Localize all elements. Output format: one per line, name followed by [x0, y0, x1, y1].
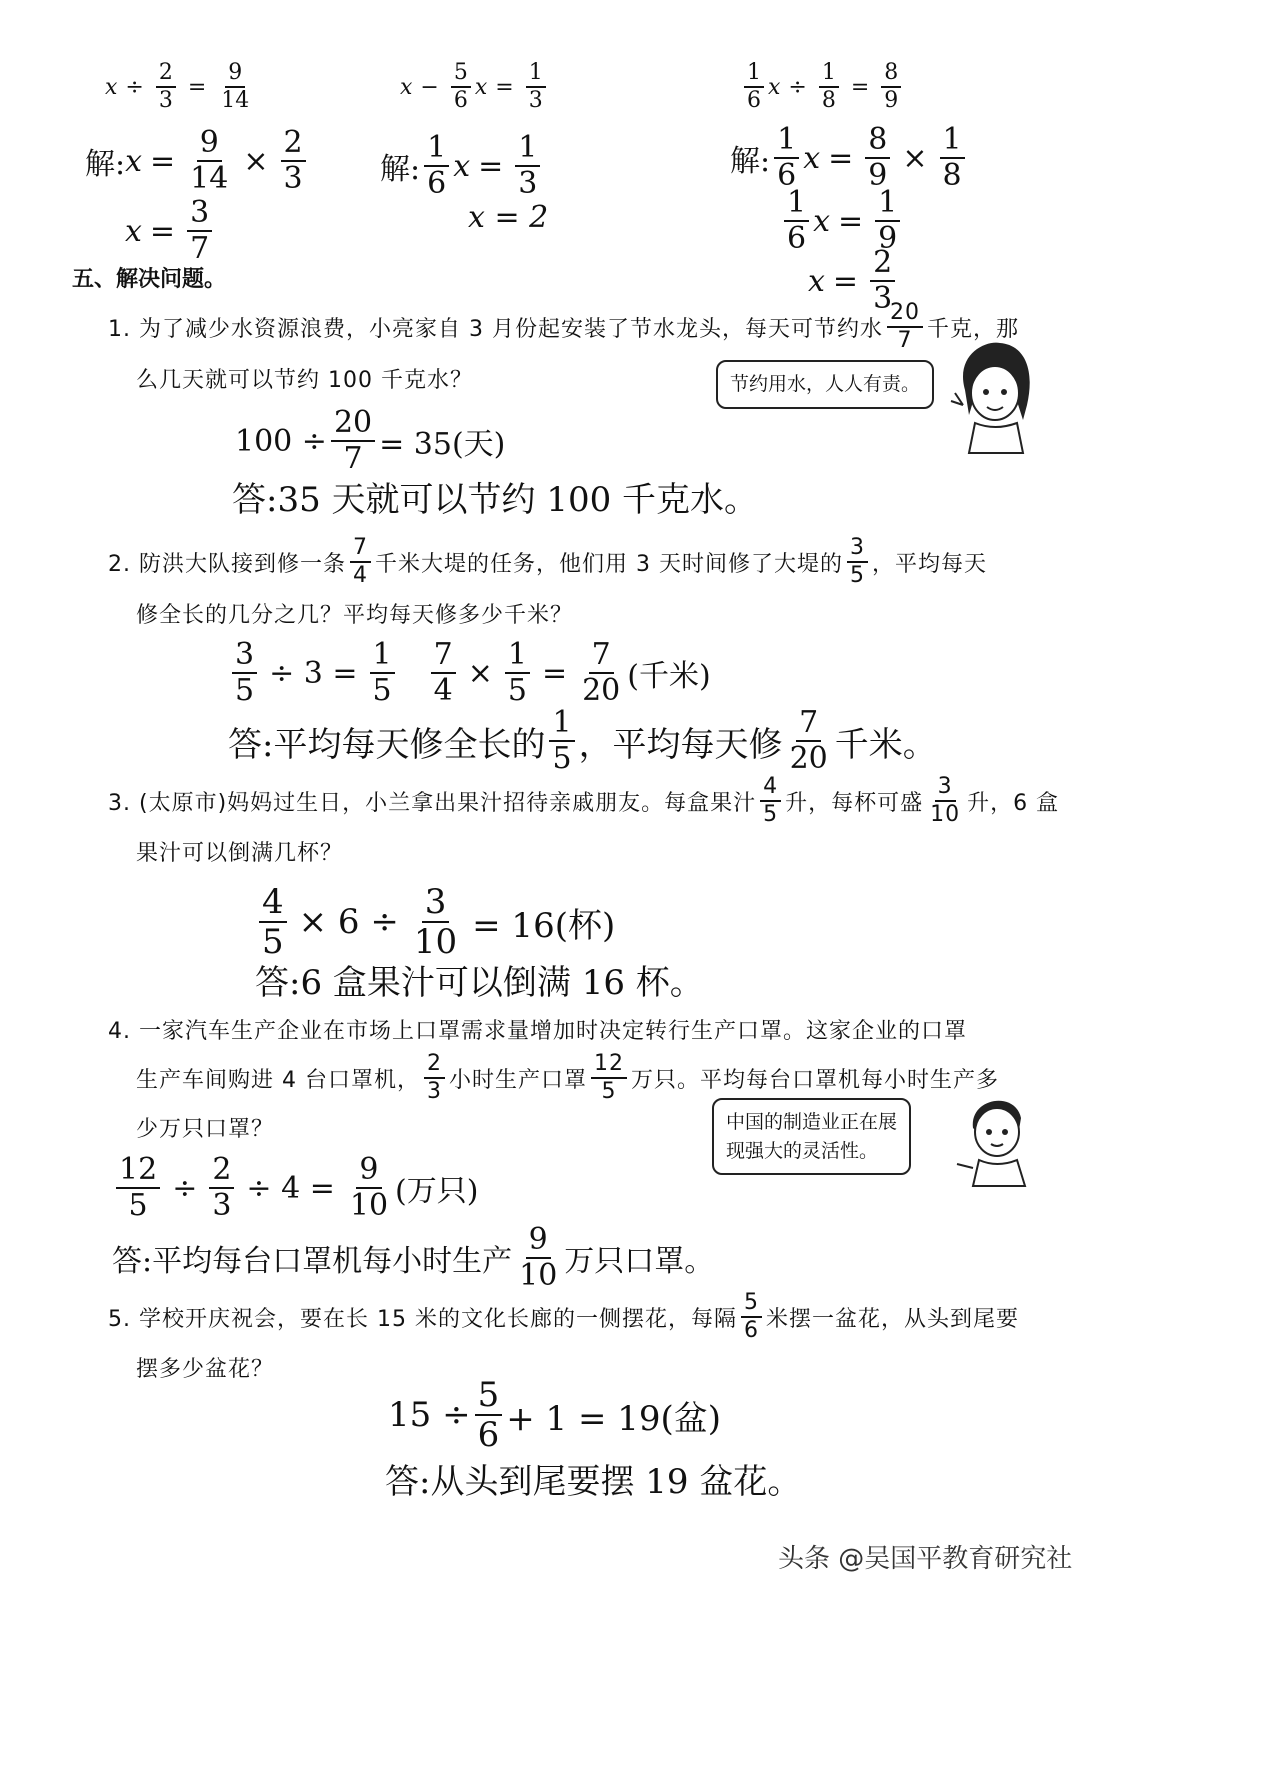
equation-1	[105, 62, 256, 112]
operator: =	[495, 74, 514, 100]
problem-1-answer: 答:35 天就可以节约 100 千克水。	[232, 480, 759, 520]
fraction: $\frac{12}{5}$	[116, 1155, 160, 1221]
calc-text: 15 ÷	[388, 1395, 471, 1435]
fraction: $\frac{20}{7}$	[331, 408, 375, 474]
fraction: $\frac{2}{3}$	[870, 248, 895, 314]
unit: (千米)	[627, 659, 711, 694]
fraction: $\frac{1}{9}$	[875, 188, 900, 254]
equation-2-step-1	[380, 130, 544, 201]
girl-illustration	[945, 335, 1040, 455]
fraction: $\frac{7}{4}$	[350, 537, 371, 587]
section-title: 五、解决问题。	[72, 267, 227, 292]
problem-4-question-line-2	[136, 1053, 999, 1103]
fraction: $\frac{1}{3}$	[515, 133, 540, 199]
equation-3	[740, 62, 905, 112]
operator: ÷ 4 =	[246, 1170, 335, 1206]
operator: =	[541, 655, 568, 691]
problem-4-answer	[112, 1222, 715, 1293]
fraction: $\frac{1}{5}$	[549, 708, 574, 774]
question-text: 升，6 盒	[967, 790, 1060, 816]
operator: =	[850, 74, 870, 100]
question-text: 1. 为了减少水资源浪费，小亮家自 3 月份起安装了节水龙头，每天可节约水	[108, 316, 883, 342]
question-text: 生产车间购进 4 台口罩机，	[136, 1067, 420, 1093]
variable: x	[474, 74, 488, 100]
question-text: 小时生产口罩	[448, 1067, 587, 1093]
fraction: $\frac{2}{3}$	[424, 1053, 445, 1103]
fraction: $\frac{5}{6}$	[741, 1292, 762, 1342]
solution-label: 解:	[730, 144, 771, 179]
operator: × 6 ÷	[298, 902, 399, 942]
variable: x	[105, 74, 118, 100]
equation-2-step-2: x = 2	[468, 200, 549, 235]
problem-3-answer: 答:6 盒果汁可以倒满 16 杯。	[255, 963, 704, 1003]
fraction: $\frac{1}{5}$	[505, 640, 530, 706]
operator: ×	[467, 655, 493, 691]
fraction: $\frac{1}{5}$	[370, 640, 395, 706]
operator: ÷	[125, 74, 144, 100]
unit: (万只)	[395, 1174, 479, 1209]
fraction: $\frac{1}{6}$	[744, 62, 764, 112]
problem-4-question-line-3: 少万只口罩？	[136, 1117, 275, 1142]
watermark: 头条 @吴国平教育研究社	[778, 1544, 1073, 1574]
bubble-line: 现强大的灵活性。	[726, 1139, 879, 1162]
fraction: $\frac{12}{5}$	[591, 1053, 627, 1103]
fraction: $\frac{5}{6}$	[475, 1378, 503, 1452]
operator: =	[149, 213, 176, 249]
fraction: $\frac{5}{6}$	[451, 62, 471, 112]
bubble-line: 中国的制造业正在展	[726, 1111, 898, 1133]
operator: =	[838, 203, 864, 239]
speech-bubble: 节约用水，人人有责。	[716, 360, 934, 409]
answer-text: 千米。	[834, 724, 937, 765]
fraction: $\frac{20}{7}$	[887, 302, 923, 352]
speech-bubble	[712, 1098, 911, 1175]
problem-2-question-line-1	[108, 537, 987, 587]
problem-5-calculation	[388, 1375, 722, 1455]
fraction: $\frac{3}{5}$	[232, 640, 257, 706]
problem-2-answer	[228, 705, 937, 776]
problem-4-calculation	[112, 1152, 479, 1223]
problem-5-question-line-1	[108, 1292, 1019, 1342]
fraction: $\frac{9}{10}$	[519, 1222, 558, 1293]
operator: ÷	[788, 74, 807, 100]
problem-3-calculation	[255, 882, 623, 962]
fraction: $\frac{7}{4}$	[431, 640, 456, 706]
variable: x	[808, 263, 825, 299]
solution-label: 解:	[380, 152, 421, 187]
operator: =	[828, 140, 854, 176]
fraction: $\frac{9}{14}$	[221, 60, 250, 113]
fraction: $\frac{3}{10}$	[930, 774, 961, 827]
fraction: $\frac{7}{20}$	[582, 637, 621, 708]
fraction: $\frac{3}{10}$	[413, 882, 458, 962]
question-text: 千米大堤的任务，他们用 3 天时间修了大堤的	[374, 551, 843, 577]
fraction: $\frac{1}{6}$	[774, 125, 799, 191]
operator: =	[832, 263, 859, 299]
variable: x	[400, 74, 413, 100]
question-text: 5. 学校开庆祝会，要在长 15 米的文化长廊的一侧摆花，每隔	[108, 1306, 737, 1332]
solution-label: 解:	[85, 147, 126, 182]
problem-1-question-line-2: 么几天就可以节约 100 千克水？	[136, 368, 473, 393]
fraction: $\frac{3}{5}$	[847, 537, 868, 587]
fraction: $\frac{3}{7}$	[187, 198, 212, 264]
equation-2	[400, 62, 550, 112]
answer-text: ，平均每天修	[578, 724, 783, 765]
fraction: $\frac{1}{3}$	[526, 62, 546, 112]
problem-1-calculation	[235, 405, 506, 476]
question-text: 万只。平均每台口罩机每小时生产多	[631, 1067, 1000, 1093]
fraction: $\frac{1}{6}$	[784, 188, 809, 254]
operator: ×	[902, 140, 928, 176]
fraction: $\frac{2}{3}$	[281, 128, 306, 194]
problem-3-question-line-2: 果汁可以倒满几杯？	[136, 841, 344, 866]
answer-text: 答:平均每台口罩机每小时生产	[112, 1244, 513, 1279]
operator: ×	[243, 143, 269, 179]
fraction: $\frac{9}{14}$	[190, 125, 229, 196]
fraction: $\frac{9}{10}$	[349, 1152, 389, 1223]
question-text: 3. (太原市)妈妈过生日，小兰拿出果汁招待亲戚朋友。每盒果汁	[108, 790, 757, 816]
boy-illustration	[955, 1088, 1035, 1188]
variable: x	[125, 213, 142, 249]
answer-text: 万只口罩。	[564, 1244, 715, 1279]
problem-2-calculation	[228, 637, 711, 708]
fraction: $\frac{2}{3}$	[209, 1155, 234, 1221]
variable: x	[803, 140, 821, 176]
fraction: $\frac{2}{3}$	[156, 62, 176, 112]
calc-text: = 35(天)	[379, 427, 506, 462]
question-text: 2. 防洪大队接到修一条	[108, 551, 346, 577]
problem-1-question-line-1	[108, 302, 1019, 352]
result: = 16(杯)	[472, 905, 616, 946]
fraction: $\frac{8}{9}$	[865, 125, 890, 191]
fraction: $\frac{8}{9}$	[881, 62, 901, 112]
fraction: $\frac{4}{5}$	[259, 885, 287, 959]
operator: =	[150, 143, 176, 179]
variable: x	[768, 74, 781, 100]
problem-5-question-line-2: 摆多少盆花？	[136, 1357, 275, 1382]
equation-1-step-1	[85, 125, 310, 196]
fraction: $\frac{1}{8}$	[940, 125, 965, 191]
fraction: $\frac{7}{20}$	[789, 705, 828, 776]
equation-1-step-2	[125, 195, 216, 266]
answer-text: 答:平均每天修全长的	[228, 724, 546, 765]
fraction: $\frac{1}{8}$	[819, 62, 839, 112]
fraction: $\frac{4}{5}$	[760, 776, 781, 826]
operator: ÷	[172, 1170, 198, 1206]
fraction: $\frac{1}{6}$	[424, 133, 449, 199]
operator: =	[187, 74, 207, 100]
operator: =	[478, 148, 504, 184]
operator: −	[420, 74, 439, 100]
problem-4-question-line-1: 4. 一家汽车生产企业在市场上口罩需求量增加时决定转行生产口罩。这家企业的口罩	[108, 1019, 967, 1044]
question-text: ，平均每天	[871, 551, 987, 577]
calc-text: + 1 = 19(盆)	[506, 1398, 722, 1439]
problem-5-answer: 答:从头到尾要摆 19 盆花。	[385, 1462, 802, 1502]
variable: x	[813, 203, 831, 239]
equation-3-step-1	[730, 122, 969, 193]
operator: ÷ 3 =	[269, 655, 358, 691]
problem-2-question-line-2: 修全长的几分之几？平均每天修多少千米？	[136, 603, 574, 628]
question-text: 米摆一盆花，从头到尾要	[765, 1306, 1019, 1332]
calc-text: 100 ÷	[235, 423, 327, 459]
problem-3-question-line-1	[108, 776, 1059, 826]
question-text: 升，每杯可盛	[785, 790, 924, 816]
variable: x	[125, 143, 143, 179]
variable: x	[453, 148, 471, 184]
question-text: 千克，那	[926, 316, 1019, 342]
